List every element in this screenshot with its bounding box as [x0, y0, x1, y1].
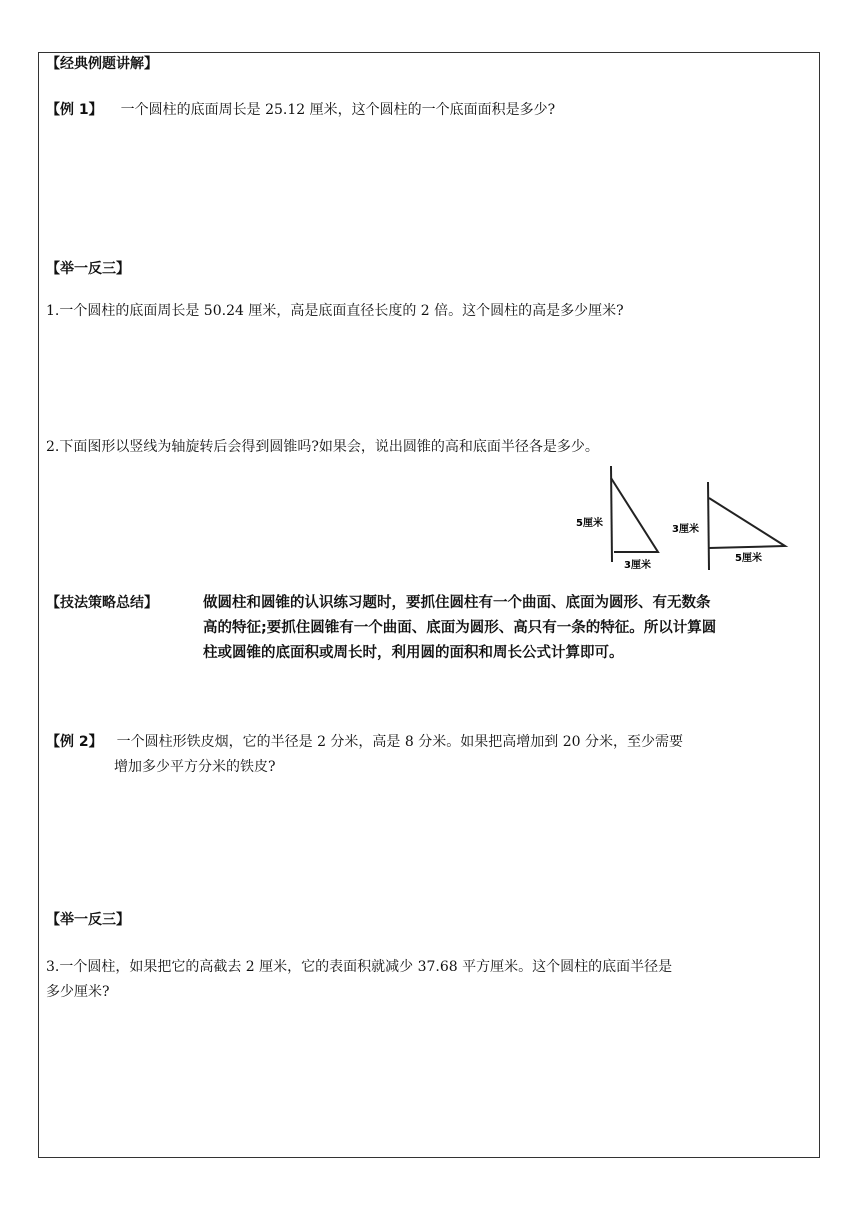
question-3-line-1: 3.一个圆柱，如果把它的高截去 2 厘米，它的表面积就减少 37.68 平方厘米。这个圆柱的底面半径是 [46, 959, 673, 975]
practice-1-header: 【举一反三】 [46, 261, 130, 277]
triangle-2-outline [709, 498, 785, 548]
example-2-line-1: 一个圆柱形铁皮烟，它的半径是 2 分米，高是 8 分米。如果把高增加到 20 分米，至少需要 [116, 734, 683, 750]
question-1: 1.一个圆柱的底面周长是 50.24 厘米，高是底面直径长度的 2 倍。这个圆柱的高是多少厘米? [46, 303, 624, 319]
example-2-label: 【例 2】 [46, 734, 103, 750]
triangle-1-height-label: 5厘米 [576, 518, 603, 529]
strategy-line: 做圆柱和圆锥的认识练习题时，要抓住圆柱有一个曲面、底面为圆形、有无数条 [203, 595, 711, 611]
strategy-line: 高的特征;要抓住圆锥有一个曲面、底面为圆形、高只有一条的特征。所以计算圆 [203, 620, 717, 636]
example-1-text: 一个圆柱的底面周长是 25.12 厘米，这个圆柱的一个底面面积是多少? [120, 102, 556, 118]
triangle-2-axis [708, 482, 709, 570]
example-1-label: 【例 1】 [46, 102, 103, 118]
example-2-line-2: 增加多少平方分米的铁皮? [114, 759, 276, 775]
triangle-2-base-label: 5厘米 [735, 553, 762, 564]
triangle-2-height-label: 3厘米 [672, 524, 699, 535]
question-3 [46, 955, 672, 1005]
triangle-1 [576, 466, 658, 571]
strategy-text [203, 591, 716, 666]
question-3-line-2: 多少厘米? [46, 984, 110, 1000]
strategy-line: 柱或圆锥的底面积或周长时，利用圆的面积和周长公式计算即可。 [203, 645, 624, 661]
triangle-1-outline [611, 478, 658, 552]
example-2 [46, 730, 683, 780]
example-1 [46, 98, 555, 123]
question-2: 2.下面图形以竖线为轴旋转后会得到圆锥吗?如果会，说出圆锥的高和底面半径各是多少。 [46, 439, 599, 455]
section-header: 【经典例题讲解】 [46, 56, 158, 72]
triangle-1-base-label: 3厘米 [624, 560, 651, 571]
practice-2-header: 【举一反三】 [46, 912, 130, 928]
triangle-2 [672, 482, 785, 570]
triangle-figure [568, 462, 802, 574]
strategy-label: 【技法策略总结】 [46, 595, 158, 611]
